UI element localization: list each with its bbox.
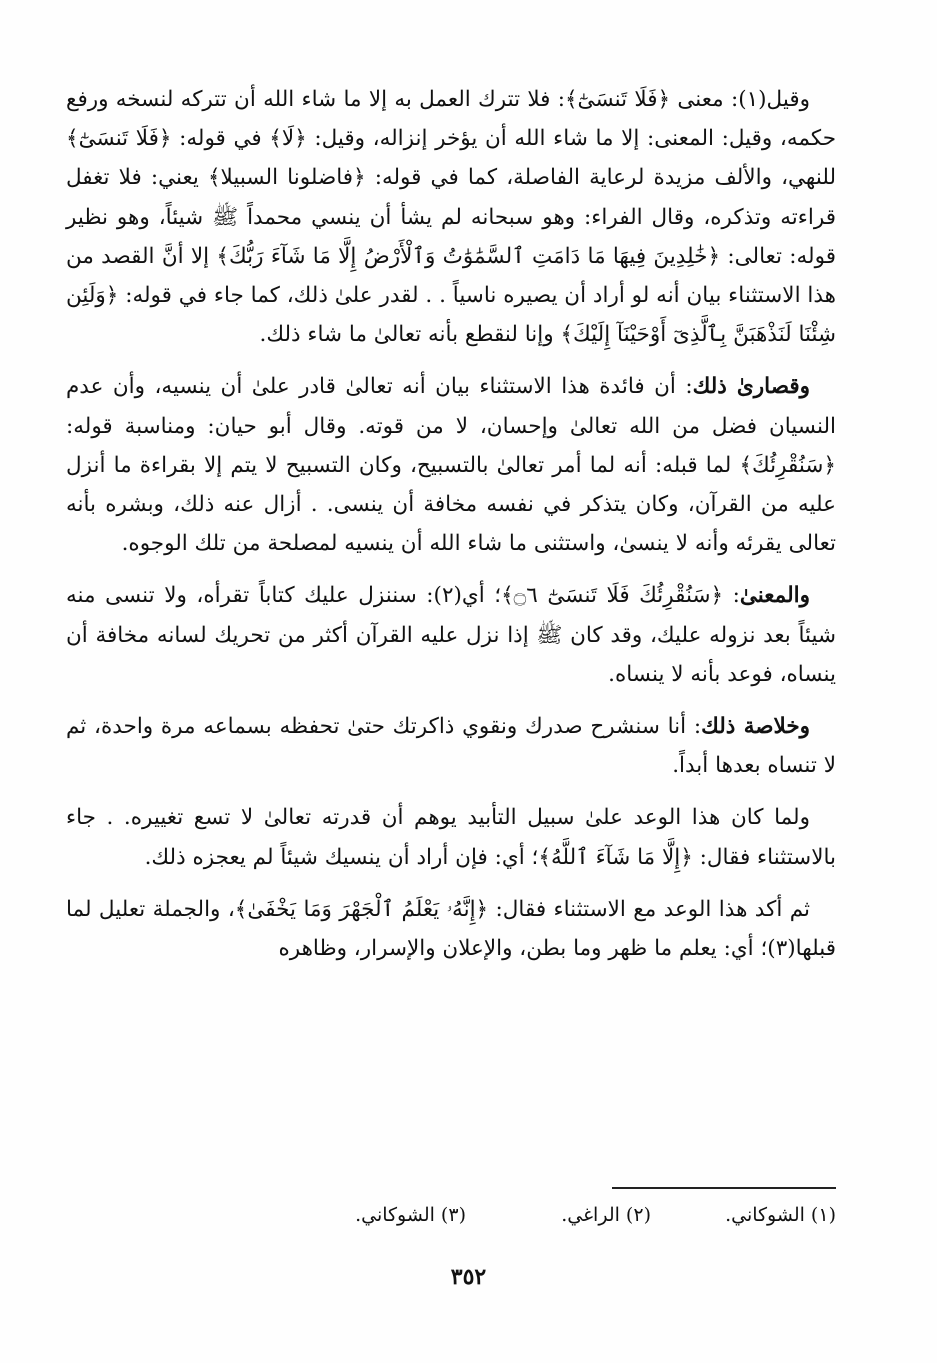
paragraph-1 — [66, 80, 836, 354]
paragraph-6 — [66, 890, 836, 968]
paragraph-5 — [66, 798, 836, 876]
paragraph-text: : ﴿سَنُقْرِئُكَ فَلَا تَنسَىٰٓ ۝٦﴾؛ أي(٢): سننزل عليك كتاباً تقرأه، ولا تنسى منه شيئاً بعد نزوله عليك، وقد كان ﷺ إذا نزل عليه القرآن أكثر من تحريك لسانه مخافة أن ينساه، فوعد بأنه لا ينساه. — [66, 583, 836, 687]
paragraph-text: ثم أكد هذا الوعد مع الاستثناء فقال: ﴿إِنَّهُۥ يَعْلَمُ ٱلْجَهْرَ وَمَا يَخْفَىٰ﴾، والجملة تعليل لما قبلها(٣)؛ أي: يعلم ما ظهر وما بطن، والإعلان والإسرار، وظاهره — [66, 896, 836, 962]
paragraph-3 — [66, 576, 836, 694]
paragraph-lead: وقصارىٰ ذلك — [692, 374, 810, 400]
paragraph-lead: وخلاصة ذلك — [701, 714, 810, 740]
footnote-1: (١) الشوكاني. — [725, 1204, 836, 1226]
paragraph-2 — [66, 367, 836, 563]
footnotes — [150, 1204, 836, 1226]
footnote-3: (٣) الشوكاني. — [355, 1204, 466, 1226]
paragraph-text: : أنا سنشرح صدرك ونقوي ذاكرتك حتىٰ تحفظه بسماعه مرة واحدة، ثم لا تنساه بعدها أبداً. — [66, 714, 836, 779]
paragraph-lead: والمعنىٰ — [739, 583, 810, 609]
paragraph-4 — [66, 707, 836, 785]
paragraph-text: : أن فائدة هذا الاستثناء بيان أنه تعالىٰ قادر علىٰ أن ينسيه، وأن عدم النسيان فضل من الله تعالىٰ وإحسان، لا من قوته. وقال أبو حيان: ومناسبة قوله: ﴿سَنُقْرِئُكَ﴾ لما قبله: أنه لما أمر تعالىٰ بالتسبيح، وكان التسبيح لا يتم إلا بقراءة ما أنزل عليه من القرآن، وكان يتذكر في نفسه مخافة أن ينسى. . أزال عنه ذلك، وبشره بأنه تعالى يقرئه وأنه لا ينسىٰ، واستثنى ما شاء الله أن ينسيه لمصلحة من تلك الوجوه. — [66, 374, 836, 557]
main-text — [66, 80, 836, 981]
paragraph-text: ولما كان هذا الوعد علىٰ سبيل التأبيد يوهم أن قدرته تعالىٰ لا تسع تغييره. . جاء بالاستثناء فقال: ﴿إِلَّا مَا شَآءَ ٱللَّهُ﴾؛ أي: فإن أراد أن ينسيك شيئاً لم يعجزه ذلك. — [66, 805, 836, 870]
footnote-divider — [612, 1187, 836, 1189]
page-number: ٣٥٢ — [450, 1264, 487, 1290]
footnote-2: (٢) الراغي. — [561, 1204, 651, 1226]
paragraph-text: وقيل(١): معنى ﴿فَلَا تَنسَىٰٓ﴾: فلا تترك العمل به إلا ما شاء الله أن تتركه لنسخه ورفع حكمه، وقيل: المعنى: إلا ما شاء الله أن يؤخر إنزاله، وقيل: ﴿لَا﴾ في قوله: ﴿فَلَا تَنسَىٰٓ﴾ للنهي، والألف مزيدة لرعاية الفاصلة، كما في قوله: ﴿فاضلونا السبيلا﴾ يعني: فلا تغفل قراءته وتذكره، وقال الفراء: وهو سبحانه لم يشأ أن ينسي محمداً ﷺ شيئاً، وهو نظير قوله: تعالى: ﴿خَٰلِدِينَ فِيهَا مَا دَامَتِ ٱلسَّمَٰوَٰتُ وَٱلْأَرْضُ إِلَّا مَا شَآءَ رَبُّكَ﴾ إلا أنَّ القصد من هذا الاستثناء بيان أنه لو أراد أن يصيره ناسياً . . لقدر علىٰ ذلك، كما جاء في قوله: ﴿وَلَئِن شِئْنَا لَنَذْهَبَنَّ بِٱلَّذِىٓ أَوْحَيْنَآ إِلَيْكَ﴾ وإنا لنقطع بأنه تعالىٰ ما شاء ذلك. — [66, 87, 836, 348]
